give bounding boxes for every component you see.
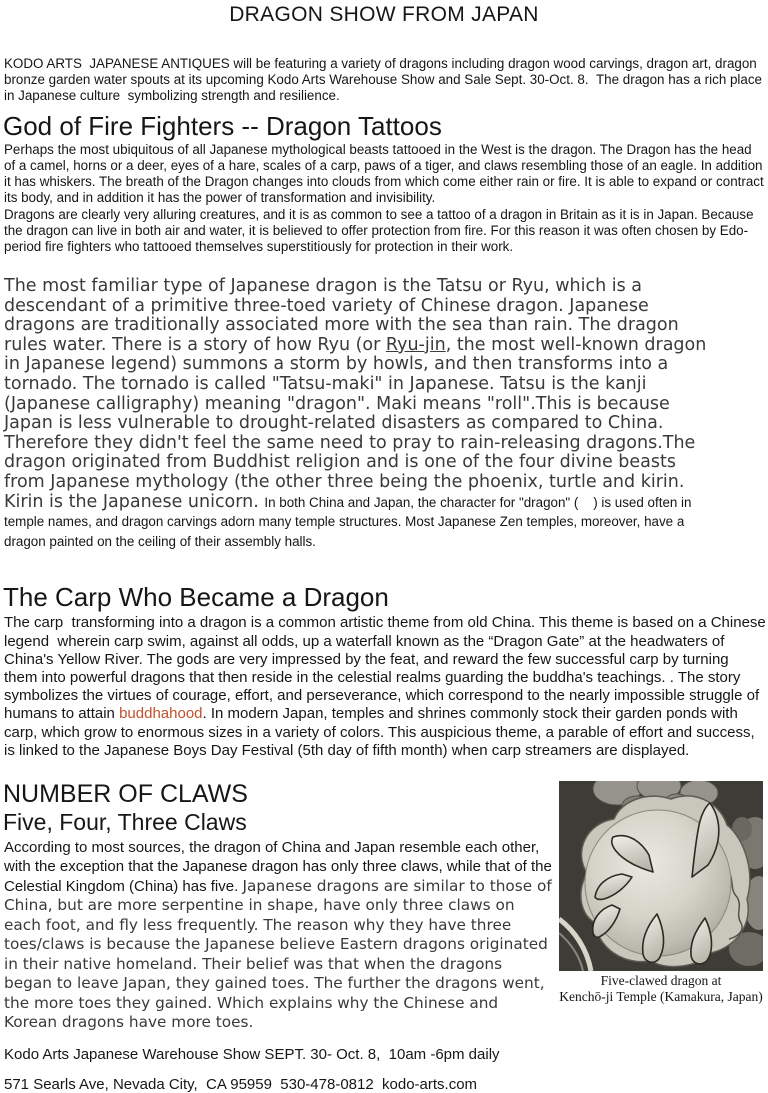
figure-caption-line2: Kenchō-ji Temple (Kamakura, Japan) [559,989,763,1005]
section-heading-carp: The Carp Who Became a Dragon [3,582,389,613]
tatsu-text-after-link: , the most well-known dragon in Japanese legend) summons a storm by howls, and then transforms into a tornado. The tornado is called "Tatsu-maki" in Japanese. Tatsu is the kanji (Japanese calligraphy) meaning "dragon". Maki means "roll".This is because Japan is less vulnerable to drought-related disasters as compared to China. Therefore they didn't feel the same need to pray to rain-releasing dragons.The dragon originated from Buddhist religion and is one of the four divine beasts from Japanese mythology (the other three being the phoenix, turtle and kirin. Kirin is the Japanese unicorn. [4,334,707,512]
claws-text-part2: Japanese dragons are similar to those of China, but are more serpentine in shape, have only three claws on each foot, and fly less frequently. The reason why they have three toes/claws is because the Japanese believe Eastern dragons originated in their native homeland. Their belief was that when the dragons began to leave Japan, they gained toes. The further the dragons went, the more toes they gained. Which explains why the Chinese and Korean dragons have more toes. [4,876,552,1032]
document-page [0,3,768,1093]
tatsu-small-text: In both China and Japan, the character for "dragon" ( ) is used often in temple names, and dragon carvings adorn many temple structures. Most Japanese Zen temples, moreover, have a dragon painted on the ceiling of their assembly halls. [4,494,692,549]
claws-paragraph [4,838,552,1033]
buddhahood-link[interactable]: buddhahood [119,705,203,723]
fire-paragraph-1: Perhaps the most ubiquitous of all Japanese mythological beasts tattooed in the West is the dragon. The Dragon has the head of a camel, horns or a deer, eyes of a hare, scales of a carp, paws of a tiger, and claws resembling those of an eagle. In addition it has whiskers. The breath of the Dragon changes into clouds from which come either rain or fire. It is able to expand or contract its body, and in addition it has the power of transformation and invisibility. [4,142,764,205]
figure-caption-line1: Five-clawed dragon at [600,972,722,988]
carp-text-before-highlight: The carp transforming into a dragon is a common artistic theme from old China. This theme is based on a Chinese legend wherein carp swim, against all odds, up a waterfall known as the “Dragon Gate” at the headwaters of China's Yellow River. The gods are very impressed by the feat, and reward the few successful carp by turning them into powerful dragons that then reside in the celestial realms guarding the buddha's teachings. . The story symbolizes the virtues of courage, effort, and perseverance, which correspond to the nearly impossible struggle of humans to attain [4,614,766,723]
claws-section [0,780,768,1033]
tatsu-paragraph [4,277,712,551]
footer-show-info: Kodo Arts Japanese Warehouse Show SEPT. 30- Oct. 8, 10am -6pm daily [4,1045,500,1063]
intro-paragraph: KODO ARTS JAPANESE ANTIQUES will be featuring a variety of dragons including dragon wood carvings, dragon art, dragon bronze garden water spouts at its upcoming Kodo Arts Warehouse Show and Sale Sept. 30-Oct. 8. The dragon has a rich place in Japanese culture symbolizing strength and resilience. [4,56,762,103]
section-heading-claws: NUMBER OF CLAWS [3,779,248,808]
dragon-claw-photo [559,781,763,971]
subheading-five-four-three-claws: Five, Four, Three Claws [3,808,247,835]
carp-text-after-highlight: . In modern Japan, temples and shrines commonly stock their garden ponds with carp, which grow to enormous sizes in a variety of colors. This auspicious theme, a parable of effort and success, is linked to the Japanese Boys Day Festival (5th day of fifth month) when carp streamers are displayed. [4,705,755,759]
dragon-claw-figure [559,781,763,1006]
figure-caption [559,973,763,1006]
ryu-jin-link[interactable]: Ryu-jin [385,334,446,355]
page-title: DRAGON SHOW FROM JAPAN [229,3,539,26]
tatsu-text-before-link: The most familiar type of Japanese dragon is the Tatsu or Ryu, which is a descendant of a primitive three-toed variety of Chinese dragon. Japanese dragons are traditionally associated more with the sea than rain. The dragon rules water. There is a story of how Ryu (or [4,276,679,355]
claws-text-part1: According to most sources, the dragon of China and Japan resemble each other, with the exception that the Japanese dragon has only three claws, while that of the Celestial Kingdom (China) has five. [4,838,552,895]
fire-paragraph-2: Dragons are clearly very alluring creatures, and it is as common to see a tattoo of a dragon in Britain as it is in Japan. Because the dragon can live in both air and water, it is believed to offer protection from fire. For this reason it was often chosen by Edo-period fire fighters who tattooed themselves superstitiously for protection in their work. [4,207,754,254]
footer-address: 571 Searls Ave, Nevada City, CA 95959 530-478-0812 kodo-arts.com [4,1075,478,1093]
section-heading-fire-fighters: God of Fire Fighters -- Dragon Tattoos [3,111,442,141]
carp-paragraph [4,614,766,760]
